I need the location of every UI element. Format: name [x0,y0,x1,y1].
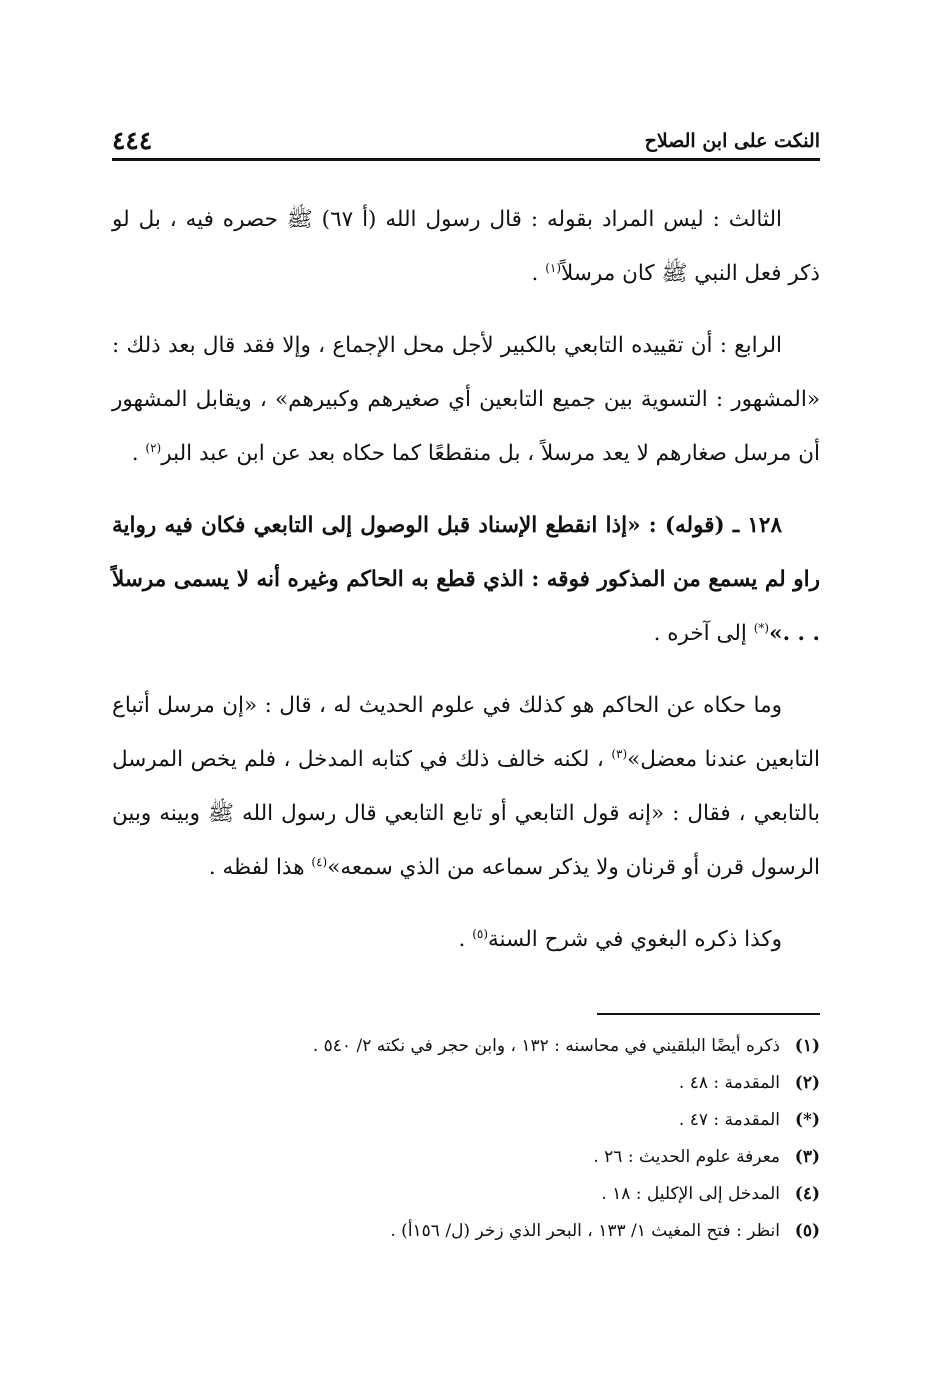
footnote-item: (٥) انظر : فتح المغيث ١/ ١٣٣ ، البحر الذي زخر (ل/ ١٥٦أ) . [390,1221,820,1241]
footnote-ref: (١) [545,260,562,275]
paragraph-hakim: وما حكاه عن الحاكم هو كذلك في علوم الحديث له ، قال : «إن مرسل أتباع التابعين عندنا معضل»$^{(٣)}$ ، لكنه خالف ذلك في كتابه المدخل ، فلم يخص المرسل بالتابعي ، فقال : «إنه قول التابعي أو تابع التابعي قال رسول الله ﷺ وبينه وبين الرسول قرن أو قرنان ولا يذكر سماعه من الذي سمعه»$^{(٤)}$ هذا لفظه . [112,693,820,880]
footnote-item: (*) المقدمة : ٤٧ . [678,1110,820,1130]
footnote-ref: (*) [753,620,770,635]
paragraph-section-128: ١٢٨ ـ (قوله) : «إذا انقطع الإسناد قبل الوصول إلى التابعي فكان فيه رواية راو لم يسمع من المذكور فوقه : الذي قطع به الحاكم وغيره أنه لا يسمى مرسلاً . . .»(*) إلى آخره . [112,513,820,646]
paragraph-baghawi: وكذا ذكره البغوي في شرح السنة$^{(٥)}$ . [458,926,782,952]
footnotes [112,1028,820,1250]
footnote-divider [597,1013,820,1015]
running-header [112,124,820,161]
footnote-item: (١) ذكره أيضًا البلقيني في محاسنه : ١٣٢ ، وابن حجر في نكته ٢/ ٥٤٠ . [312,1036,820,1056]
footnote-ref: (٥) [472,926,489,941]
footnote-ref: (٣) [611,746,628,761]
footnote-ref: (٢) [145,440,162,455]
main-text [112,193,820,985]
page-number: ٤٤٤ [112,126,153,155]
paragraph-third-point: الثالث : ليس المراد بقوله : قال رسول الله (أ ٦٧) ﷺ حصره فيه ، بل لو ذكر فعل النبي ﷺ كان مرسلاً$^{(١)}$ . [112,207,820,286]
footnote-item: (٢) المقدمة : ٤٨ . [678,1073,820,1093]
paragraph-fourth-point: الرابع : أن تقييده التابعي بالكبير لأجل محل الإجماع ، وإلا فقد قال بعد ذلك : «المشهور : التسوية بين جميع التابعين أي صغيرهم وكبيرهم» ، ويقابل المشهور أن مرسل صغارهم لا يعد مرسلاً ، بل منقطعًا كما حكاه بعد عن ابن عبد البر$^{(٢)}$ . [112,333,820,466]
footnote-ref: (٤) [311,854,328,869]
footnote-item: (٣) معرفة علوم الحديث : ٢٦ . [593,1147,820,1167]
book-title: النكت على ابن الصلاح [644,130,820,152]
footnote-item: (٤) المدخل إلى الإكليل : ١٨ . [601,1184,820,1204]
